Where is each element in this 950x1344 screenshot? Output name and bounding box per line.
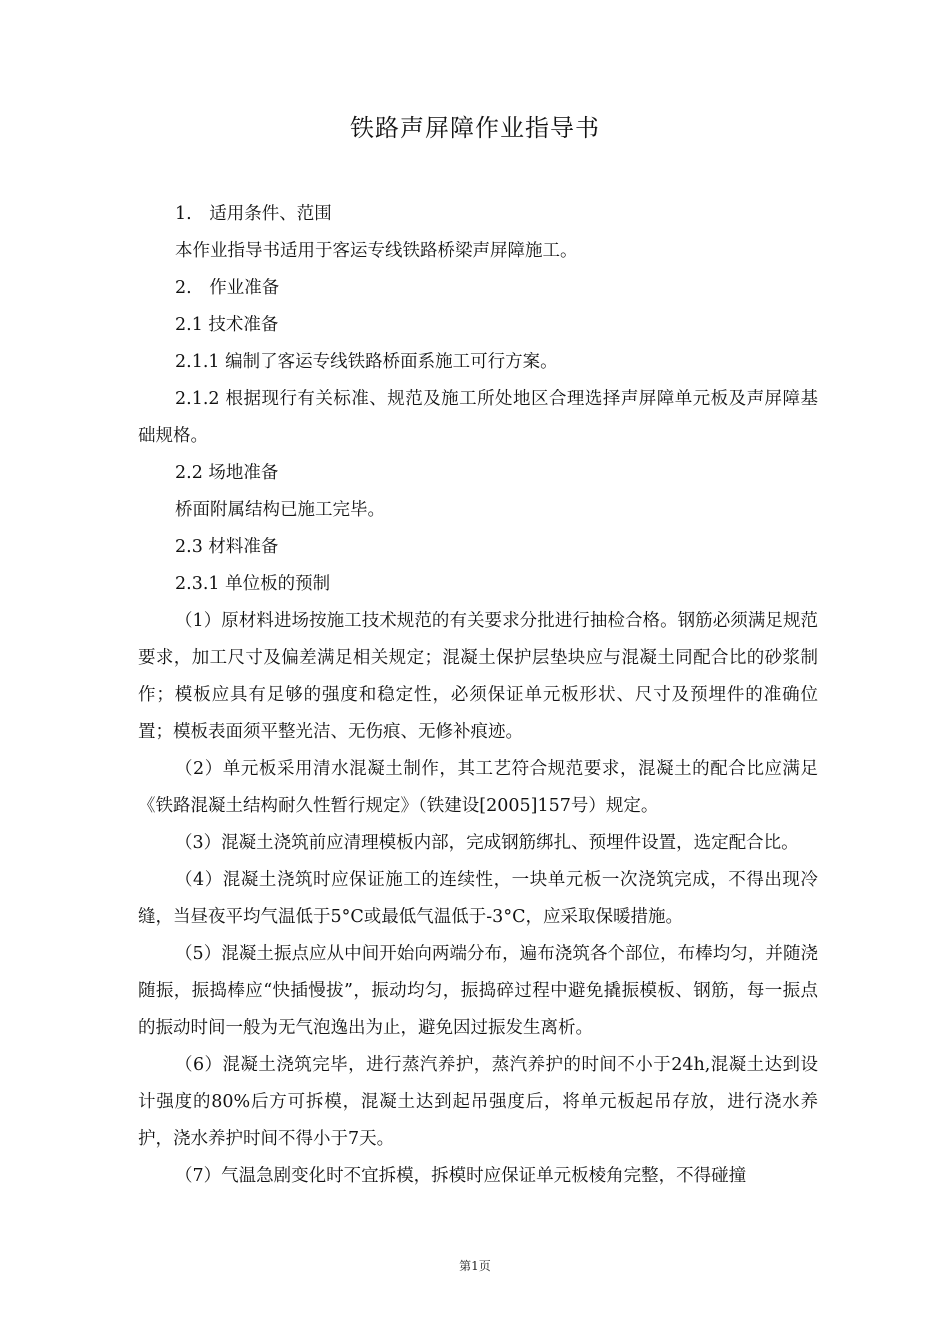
page-number: 第1页 bbox=[459, 1259, 491, 1273]
list-item: （4）混凝土浇筑时应保证施工的连续性，一块单元板一次浇筑完成，不得出现冷缝，当昼夜平均气温低于5°C或最低气温低于-3°C，应采取保暖措施。 bbox=[138, 870, 818, 927]
list-item: （1）原材料进场按施工技术规范的有关要求分批进行抽检合格。钢筋必须满足规范要求，加工尺寸及偏差满足相关规定；混凝土保护层垫块应与混凝土同配合比的砂浆制作；模板应具有足够的强度和稳定性，必须保证单元板形状、尺寸及预埋件的准确位置；模板表面须平整光洁、无伤痕、无修补痕迹。 bbox=[138, 611, 818, 742]
document-title: 铁路声屏障作业指导书 bbox=[350, 114, 600, 142]
paragraph: 本作业指导书适用于客运专线铁路桥梁声屏障施工。 bbox=[175, 241, 578, 261]
list-item: （2）单元板采用清水混凝土制作，其工艺符合规范要求，混凝土的配合比应满足《铁路混凝土结构耐久性暂行规定》（铁建设[2005]157号）规定。 bbox=[138, 759, 818, 816]
subsection-heading: 2.2 场地准备 bbox=[175, 463, 279, 483]
subsection-heading: 2.1 技术准备 bbox=[175, 315, 279, 335]
subsection-heading: 2.3 材料准备 bbox=[175, 537, 279, 557]
paragraph: 2.1.2 根据现行有关标准、规范及施工所处地区合理选择声屏障单元板及声屏障基础规格。 bbox=[138, 389, 818, 446]
list-item: （5）混凝土振点应从中间开始向两端分布，遍布浇筑各个部位，布棒均匀，并随浇随振，振捣棒应“快插慢拔”，振动均匀，振捣碎过程中避免撬振模板、钢筋，每一振点的振动时间一般为无气泡逸出为止，避免因过振发生离析。 bbox=[138, 944, 818, 1038]
document-body bbox=[138, 196, 818, 1195]
paragraph: 桥面附属结构已施工完毕。 bbox=[175, 500, 385, 520]
paragraph: 2.1.1 编制了客运专线铁路桥面系施工可行方案。 bbox=[175, 352, 558, 372]
section-heading: 2. 作业准备 bbox=[175, 278, 280, 298]
list-item: （6）混凝土浇筑完毕，进行蒸汽养护，蒸汽养护的时间不小于24h,混凝土达到设计强度的80%后方可拆模，混凝土达到起吊强度后，将单元板起吊存放，进行浇水养护，浇水养护时间不得小于7天。 bbox=[138, 1055, 818, 1149]
subsection-heading: 2.3.1 单位板的预制 bbox=[175, 574, 331, 594]
section-heading: 1. 适用条件、范围 bbox=[175, 204, 332, 224]
list-item: （3）混凝土浇筑前应清理模板内部，完成钢筋绑扎、预埋件设置，选定配合比。 bbox=[175, 833, 799, 853]
list-item: （7）气温急剧变化时不宜拆模，拆模时应保证单元板棱角完整，不得碰撞 bbox=[175, 1166, 747, 1186]
